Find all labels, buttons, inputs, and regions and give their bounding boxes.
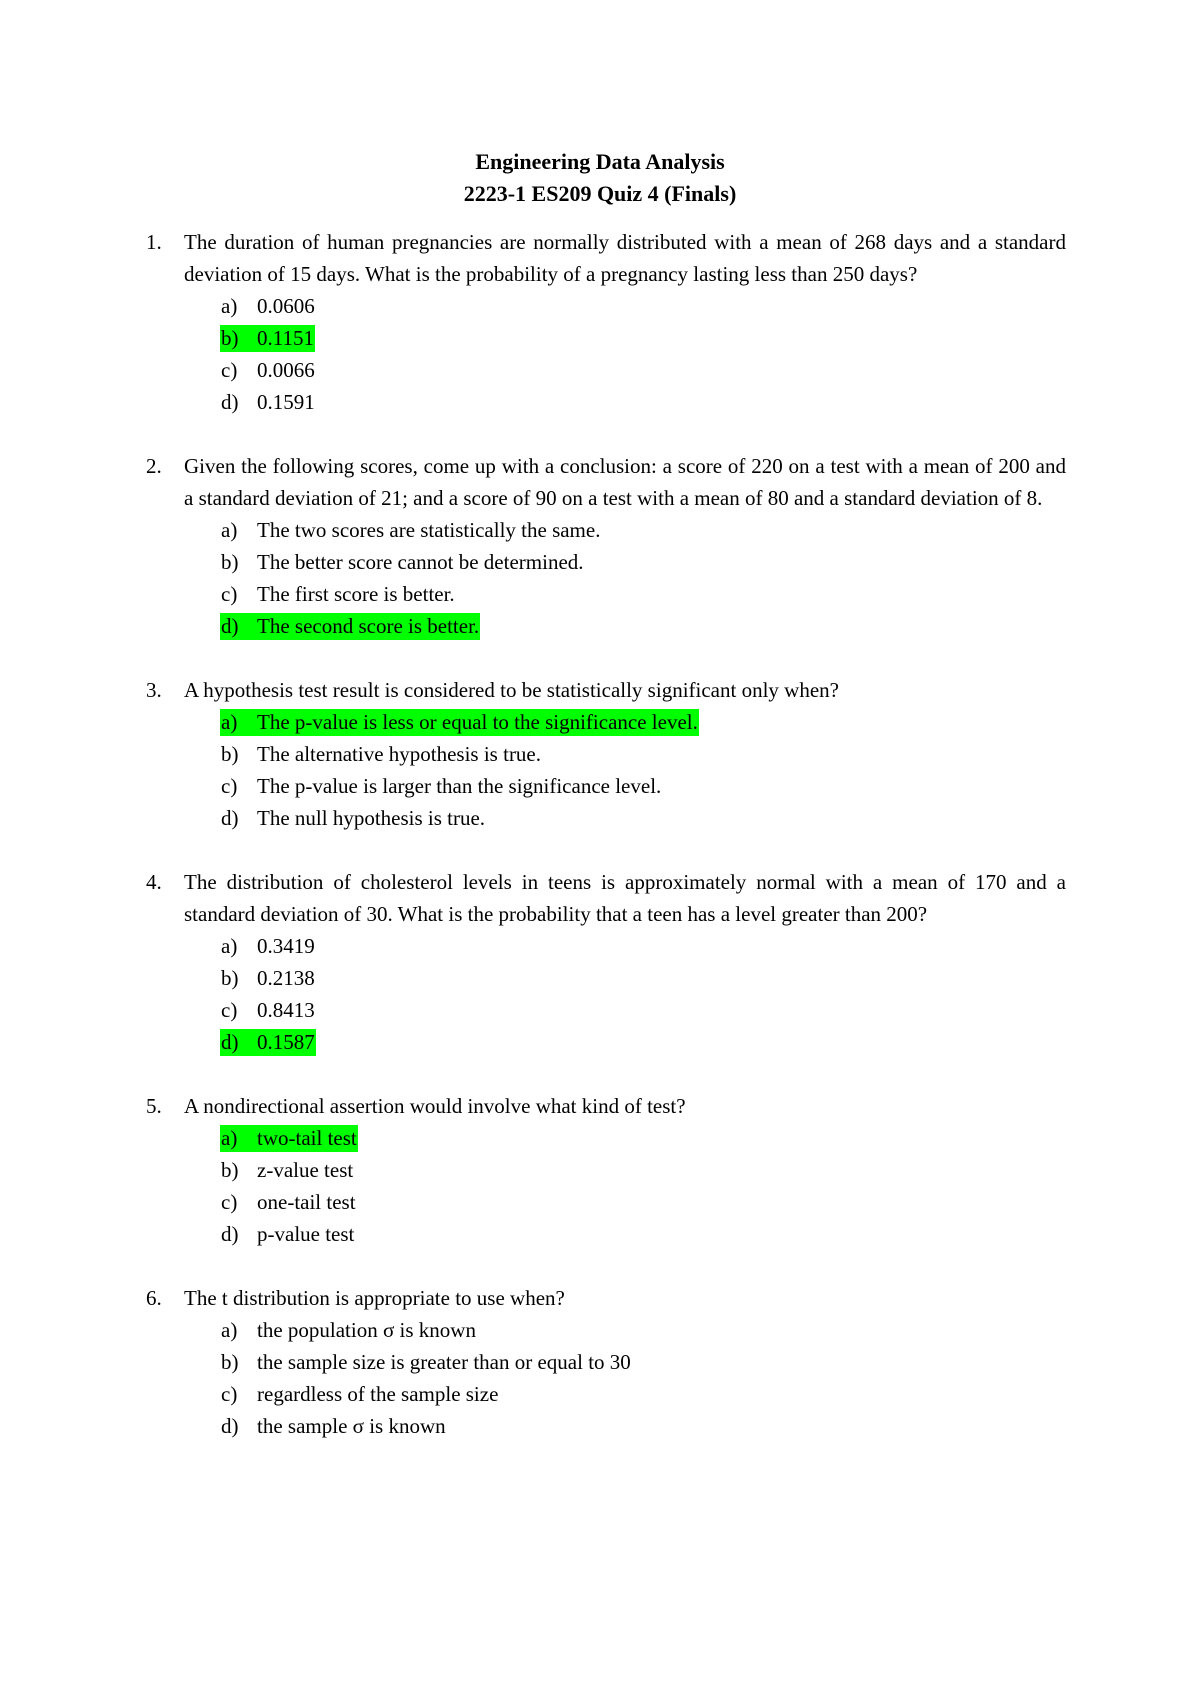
question-number: 4. (146, 870, 162, 894)
answer-option (220, 962, 1066, 994)
question-number: 1. (146, 230, 162, 254)
option-letter: c) (221, 358, 238, 382)
option-text: 0.1151 (257, 326, 314, 350)
question-item (146, 226, 1066, 418)
answer-option (220, 578, 1066, 610)
question-text: The duration of human pregnancies are normally distributed with a mean of 268 days and a standard deviation of 15 days. What is the probability of a pregnancy lasting less than 250 days? (184, 230, 1066, 286)
option-letter: d) (221, 806, 239, 830)
option-highlight (220, 1317, 477, 1344)
option-text: 0.2138 (257, 966, 315, 990)
option-text: The better score cannot be determined. (257, 550, 584, 574)
option-highlight (220, 1349, 632, 1376)
option-text: z-value test (257, 1158, 354, 1182)
option-list (184, 1122, 1066, 1250)
option-letter: c) (221, 1190, 238, 1214)
question-text: The distribution of cholesterol levels in teens is approximately normal with a mean of 170 and a standard deviation of 30. What is the probability that a teen has a level greater than 200? (184, 870, 1066, 926)
question-number: 5. (146, 1094, 162, 1118)
question-item (146, 1282, 1066, 1442)
question-text: A nondirectional assertion would involve what kind of test? (184, 1094, 686, 1118)
option-highlight (220, 1221, 355, 1248)
option-letter: c) (221, 774, 238, 798)
option-highlight (220, 805, 486, 832)
option-highlight (220, 933, 316, 960)
answer-option-highlighted (220, 1122, 1066, 1154)
option-highlight (220, 549, 585, 576)
option-letter: a) (221, 518, 238, 542)
option-letter: a) (221, 1318, 238, 1342)
option-list (184, 930, 1066, 1058)
option-text: 0.8413 (257, 998, 315, 1022)
option-letter: d) (221, 390, 239, 414)
answer-option (220, 514, 1066, 546)
question-number: 3. (146, 678, 162, 702)
question-item (146, 866, 1066, 1058)
answer-option (220, 770, 1066, 802)
answer-option (220, 1314, 1066, 1346)
option-letter: a) (221, 1126, 238, 1150)
answer-option-highlighted (220, 706, 1066, 738)
answer-option (220, 290, 1066, 322)
answer-option (220, 546, 1066, 578)
option-letter: a) (221, 710, 238, 734)
option-text: the sample σ is known (257, 1414, 446, 1438)
option-highlight (220, 1413, 447, 1440)
answer-option (220, 1346, 1066, 1378)
option-list (184, 290, 1066, 418)
question-number: 2. (146, 454, 162, 478)
option-letter: a) (221, 934, 238, 958)
answer-option (220, 738, 1066, 770)
option-text: two-tail test (257, 1126, 357, 1150)
document-title: Engineering Data Analysis (475, 149, 725, 174)
option-letter: a) (221, 294, 238, 318)
option-letter: d) (221, 614, 239, 638)
option-text: 0.0606 (257, 294, 315, 318)
answer-option (220, 1154, 1066, 1186)
option-highlight (220, 389, 316, 416)
option-text: p-value test (257, 1222, 355, 1246)
option-letter: b) (221, 326, 239, 350)
option-text: The p-value is less or equal to the significance level. (257, 710, 698, 734)
option-list (184, 706, 1066, 834)
question-item (146, 674, 1066, 834)
option-letter: c) (221, 1382, 238, 1406)
question-text: A hypothesis test result is considered to be statistically significant only when? (184, 678, 839, 702)
option-highlight (220, 741, 542, 768)
option-text: The p-value is larger than the significance level. (257, 774, 662, 798)
option-text: 0.1591 (257, 390, 315, 414)
option-letter: c) (221, 998, 238, 1022)
option-highlight (220, 325, 315, 352)
question-number: 6. (146, 1286, 162, 1310)
document-subtitle: 2223-1 ES209 Quiz 4 (Finals) (463, 181, 737, 206)
option-highlight (220, 997, 316, 1024)
option-text: The alternative hypothesis is true. (257, 742, 542, 766)
option-letter: c) (221, 582, 238, 606)
option-highlight (220, 581, 456, 608)
answer-option (220, 1410, 1066, 1442)
option-text: the population σ is known (257, 1318, 476, 1342)
answer-option (220, 1378, 1066, 1410)
option-letter: b) (221, 1350, 239, 1374)
option-highlight (220, 1125, 358, 1152)
option-highlight (220, 357, 316, 384)
option-highlight (220, 517, 601, 544)
answer-option (220, 1218, 1066, 1250)
option-text: the sample size is greater than or equal to 30 (257, 1350, 631, 1374)
option-highlight (220, 613, 480, 640)
option-highlight (220, 773, 662, 800)
answer-option (220, 354, 1066, 386)
option-letter: b) (221, 742, 239, 766)
option-highlight (220, 709, 699, 736)
answer-option (220, 802, 1066, 834)
option-text: regardless of the sample size (257, 1382, 499, 1406)
answer-option-highlighted (220, 322, 1066, 354)
question-text: The t distribution is appropriate to use when? (184, 1286, 565, 1310)
answer-option (220, 930, 1066, 962)
option-highlight (220, 293, 316, 320)
option-highlight (220, 965, 316, 992)
option-text: The first score is better. (257, 582, 455, 606)
question-item (146, 450, 1066, 642)
option-highlight (220, 1029, 316, 1056)
option-highlight (220, 1157, 354, 1184)
question-text: Given the following scores, come up with a conclusion: a score of 220 on a test with a mean of 200 and a standard deviation of 21; and a score of 90 on a test with a mean of 80 and a standard deviation of 8. (184, 454, 1066, 510)
option-letter: b) (221, 550, 239, 574)
option-text: 0.0066 (257, 358, 315, 382)
option-text: The null hypothesis is true. (257, 806, 486, 830)
option-letter: d) (221, 1030, 239, 1054)
option-letter: b) (221, 1158, 239, 1182)
option-list (184, 514, 1066, 642)
option-list (184, 1314, 1066, 1442)
question-list (146, 226, 1066, 1474)
answer-option (220, 1186, 1066, 1218)
answer-option-highlighted (220, 1026, 1066, 1058)
question-item (146, 1090, 1066, 1250)
option-text: 0.3419 (257, 934, 315, 958)
option-highlight (220, 1381, 499, 1408)
option-letter: d) (221, 1414, 239, 1438)
option-text: The two scores are statistically the same. (257, 518, 601, 542)
option-text: 0.1587 (257, 1030, 315, 1054)
answer-option-highlighted (220, 610, 1066, 642)
answer-option (220, 994, 1066, 1026)
option-text: one-tail test (257, 1190, 356, 1214)
option-text: The second score is better. (257, 614, 480, 638)
option-letter: d) (221, 1222, 239, 1246)
option-highlight (220, 1189, 357, 1216)
option-letter: b) (221, 966, 239, 990)
answer-option (220, 386, 1066, 418)
